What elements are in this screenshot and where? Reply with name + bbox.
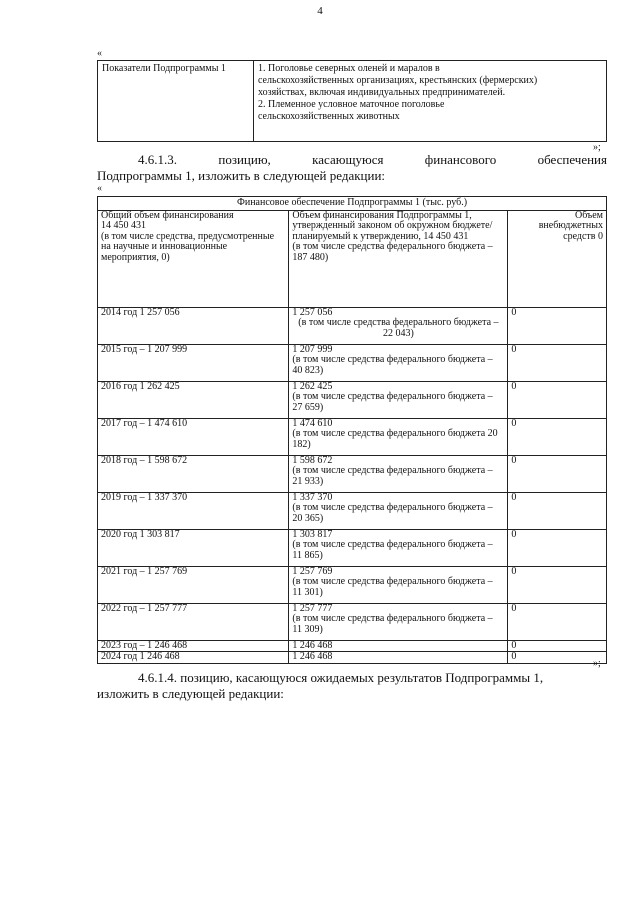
approved-funding-text: Объем финансирования Подпрограммы 1, утвержденный законом об окружном бюджете/планируемый к утверждению, 14 450 431 — [292, 209, 493, 242]
amount-value: 1 257 769 — [292, 565, 333, 577]
table-row — [98, 566, 607, 603]
amount-value: 1 257 056 — [292, 306, 333, 318]
indicator-item: 2. Племенное условное маточное поголовье сельскохозяйственных животных — [258, 99, 445, 122]
paragraph-4-6-1-3-line1: 4.6.1.3. позицию, касающуюся финансового обеспечения — [138, 152, 607, 167]
amount-cell — [289, 455, 508, 492]
year-total-cell: 2018 год – 1 598 672 — [98, 455, 289, 492]
amount-cell — [289, 418, 508, 455]
amount-cell — [289, 344, 508, 381]
extrabudget-title: Объем внебюджетных средств — [538, 209, 603, 242]
amount-cell — [289, 492, 508, 529]
amount-value: 1 337 370 — [292, 491, 333, 503]
amount-cell — [289, 566, 508, 603]
total-funding-cell — [98, 210, 289, 307]
table-row — [98, 307, 607, 344]
amount-value: 1 598 672 — [292, 454, 333, 466]
table-row — [98, 418, 607, 455]
total-funding-title: Общий объем финансирования — [101, 209, 234, 221]
amount-cell — [289, 603, 508, 640]
federal-note: (в том числе средства федерального бюджета – 11 309) — [292, 613, 493, 635]
year-total-cell: 2020 год 1 303 817 — [98, 529, 289, 566]
federal-note: (в том числе средства федерального бюджета – 40 823) — [292, 354, 493, 376]
extrabudget-cell — [508, 210, 607, 307]
paragraph-4-6-1-4-line2: изложить в следующей редакции: — [97, 686, 284, 701]
amount-value: 1 474 610 — [292, 417, 333, 429]
close-quote-mark: »; — [593, 658, 601, 669]
approved-funding-note: (в том числе средства федерального бюджета – 187 480) — [292, 241, 493, 263]
table-caption-row — [98, 197, 607, 211]
year-total-cell: 2014 год 1 257 056 — [98, 307, 289, 344]
year-total-cell: 2019 год – 1 337 370 — [98, 492, 289, 529]
amount-cell — [289, 307, 508, 344]
extra-cell: 0 — [508, 566, 607, 603]
federal-note: (в том числе средства федерального бюджета 20 182) — [292, 428, 498, 450]
amount-cell — [289, 529, 508, 566]
extrabudget-value: 0 — [598, 230, 603, 242]
paragraph-4-6-1-3-line2: Подпрограммы 1, изложить в следующей редакции: — [97, 168, 386, 183]
extra-cell: 0 — [508, 344, 607, 381]
amount-value: 1 257 777 — [292, 602, 333, 614]
federal-note: (в том числе средства федерального бюджета – 22 043) — [298, 317, 499, 339]
amount-value: 1 262 425 — [292, 380, 333, 392]
indicators-table — [97, 60, 607, 142]
year-total-cell: 2017 год – 1 474 610 — [98, 418, 289, 455]
year-total-cell: 2023 год – 1 246 468 — [98, 640, 289, 652]
open-quote-mark: « — [97, 183, 102, 194]
table-divider — [253, 61, 254, 141]
year-total-cell: 2015 год – 1 207 999 — [98, 344, 289, 381]
indicators-list — [258, 63, 538, 123]
table-row — [98, 381, 607, 418]
total-funding-note: (в том числе средства, предусмотренные на научные и инновационные мероприятия, 0) — [101, 230, 275, 263]
federal-note: (в том числе средства федерального бюджета – 21 933) — [292, 465, 493, 487]
extra-cell: 0 — [508, 307, 607, 344]
table-row — [98, 492, 607, 529]
page-number: 4 — [317, 5, 323, 17]
approved-funding-cell — [289, 210, 508, 307]
amount-cell — [289, 381, 508, 418]
table-row — [98, 455, 607, 492]
year-total-cell: 2024 год 1 246 468 — [98, 652, 289, 664]
table-caption: Финансовое обеспечение Подпрограммы 1 (тыс. руб.) — [98, 197, 607, 211]
extra-cell: 0 — [508, 418, 607, 455]
federal-note: (в том числе средства федерального бюджета – 11 301) — [292, 576, 493, 598]
federal-note: (в том числе средства федерального бюджета – 11 865) — [292, 539, 493, 561]
close-quote-mark: »; — [593, 142, 601, 153]
year-total-cell: 2022 год – 1 257 777 — [98, 603, 289, 640]
amount-cell: 1 246 468 — [289, 640, 508, 652]
extra-cell: 0 — [508, 640, 607, 652]
amount-cell: 1 246 468 — [289, 652, 508, 664]
table-row — [98, 529, 607, 566]
federal-note: (в том числе средства федерального бюджета – 20 365) — [292, 502, 493, 524]
extra-cell: 0 — [508, 455, 607, 492]
extra-cell: 0 — [508, 603, 607, 640]
extra-cell: 0 — [508, 529, 607, 566]
extra-cell: 0 — [508, 492, 607, 529]
total-funding-value: 14 450 431 — [101, 220, 146, 231]
extra-cell: 0 — [508, 381, 607, 418]
extra-cell: 0 — [508, 652, 607, 664]
open-quote-mark: « — [97, 48, 102, 59]
paragraph-4-6-1-4-line1: 4.6.1.4. позицию, касающуюся ожидаемых результатов Подпрограммы 1, — [138, 670, 544, 685]
table-row — [98, 603, 607, 640]
table-row — [98, 652, 607, 664]
amount-value: 1 207 999 — [292, 343, 333, 355]
year-total-cell: 2016 год 1 262 425 — [98, 381, 289, 418]
indicators-label: Показатели Подпрограммы 1 — [102, 63, 226, 74]
table-row — [98, 640, 607, 652]
federal-note: (в том числе средства федерального бюджета – 27 659) — [292, 391, 493, 413]
year-total-cell: 2021 год – 1 257 769 — [98, 566, 289, 603]
finance-table — [97, 196, 607, 664]
indicator-item: 1. Поголовье северных оленей и маралов в сельскохозяйственных организациях, крестьянских (фермерских) хозяйствах, включая индивидуальных предпринимателей. — [258, 63, 538, 98]
table-row — [98, 344, 607, 381]
table-header-row — [98, 210, 607, 307]
amount-value: 1 303 817 — [292, 528, 333, 540]
